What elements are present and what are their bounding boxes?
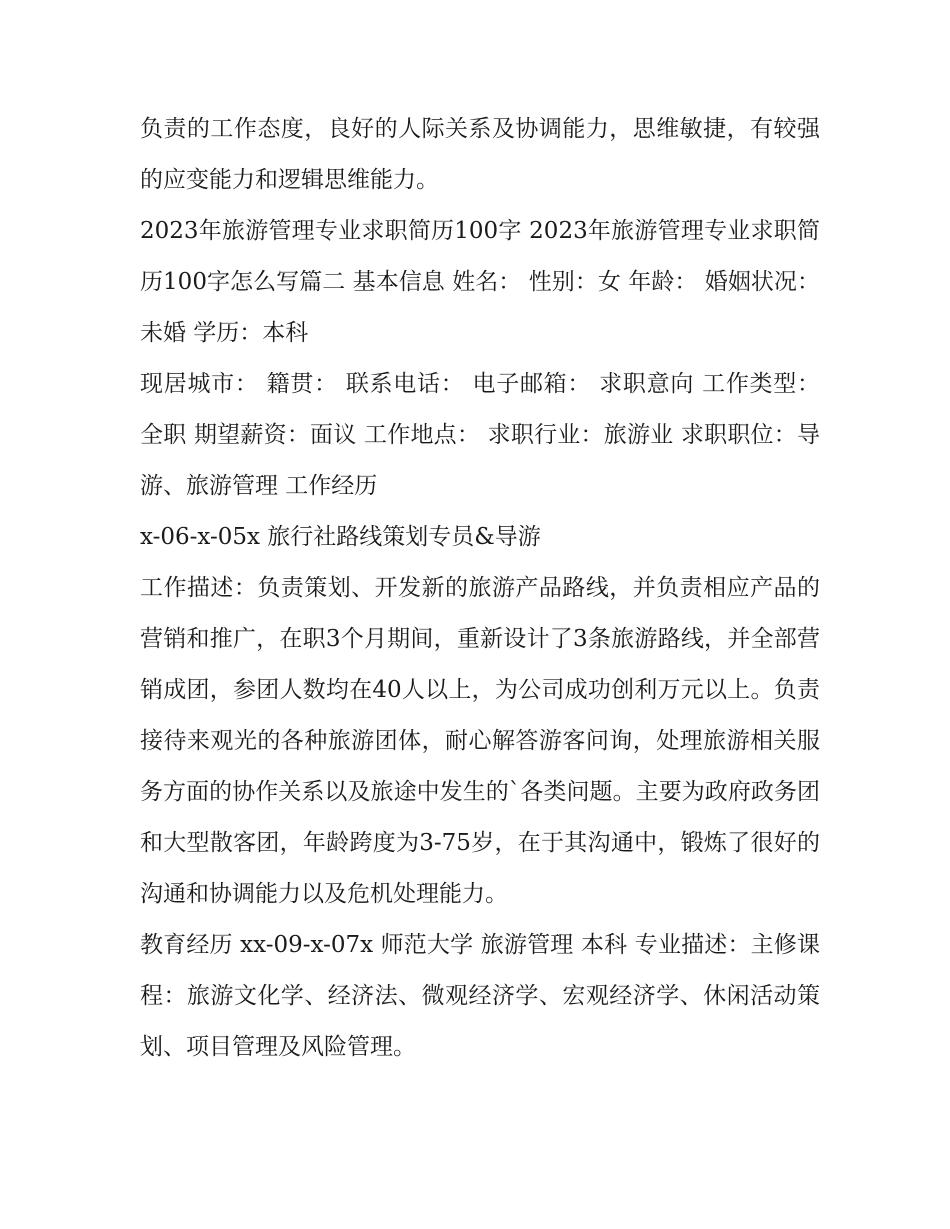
paragraph-basic-info: 2023年旅游管理专业求职简历100字 2023年旅游管理专业求职简历100字怎么写篇二 基本信息 姓名： 性别：女 年龄： 婚姻状况：未婚 学历：本科 <box>140 218 820 346</box>
paragraph-education: 教育经历 xx-09-x-07x 师范大学 旅游管理 本科 专业描述：主修课程：旅游文化学、经济法、微观经济学、宏观经济学、休闲活动策划、项目管理及风险管理。 <box>140 932 820 1060</box>
paragraph-work-period: x-06-x-05x 旅行社路线策划专员&导游 <box>140 524 541 550</box>
paragraph-work-attitude: 负责的工作态度，良好的人际关系及协调能力，思维敏捷，有较强的应变能力和逻辑思维能力。 <box>140 116 820 193</box>
paragraph-work-description: 工作描述：负责策划、开发新的旅游产品路线，并负责相应产品的营销和推广，在职3个月期间，重新设计了3条旅游路线，并全部营销成团，参团人数均在40人以上，为公司成功创利万元以上。负责接待来观光的各种旅游团体，耐心解答游客问询，处理旅游相关服务方面的协作关系以及旅途中发生的`各类问题。主要为政府政务团和大型散客团，年龄跨度为3-75岁，在于其沟通中，锻炼了很好的沟通和协调能力以及危机处理能力。 <box>140 575 820 907</box>
paragraph-job-intention: 现居城市： 籍贯： 联系电话： 电子邮箱： 求职意向 工作类型：全职 期望薪资：面议 工作地点： 求职行业：旅游业 求职职位：导游、旅游管理 工作经历 <box>140 371 820 499</box>
document-body <box>140 104 820 1073</box>
